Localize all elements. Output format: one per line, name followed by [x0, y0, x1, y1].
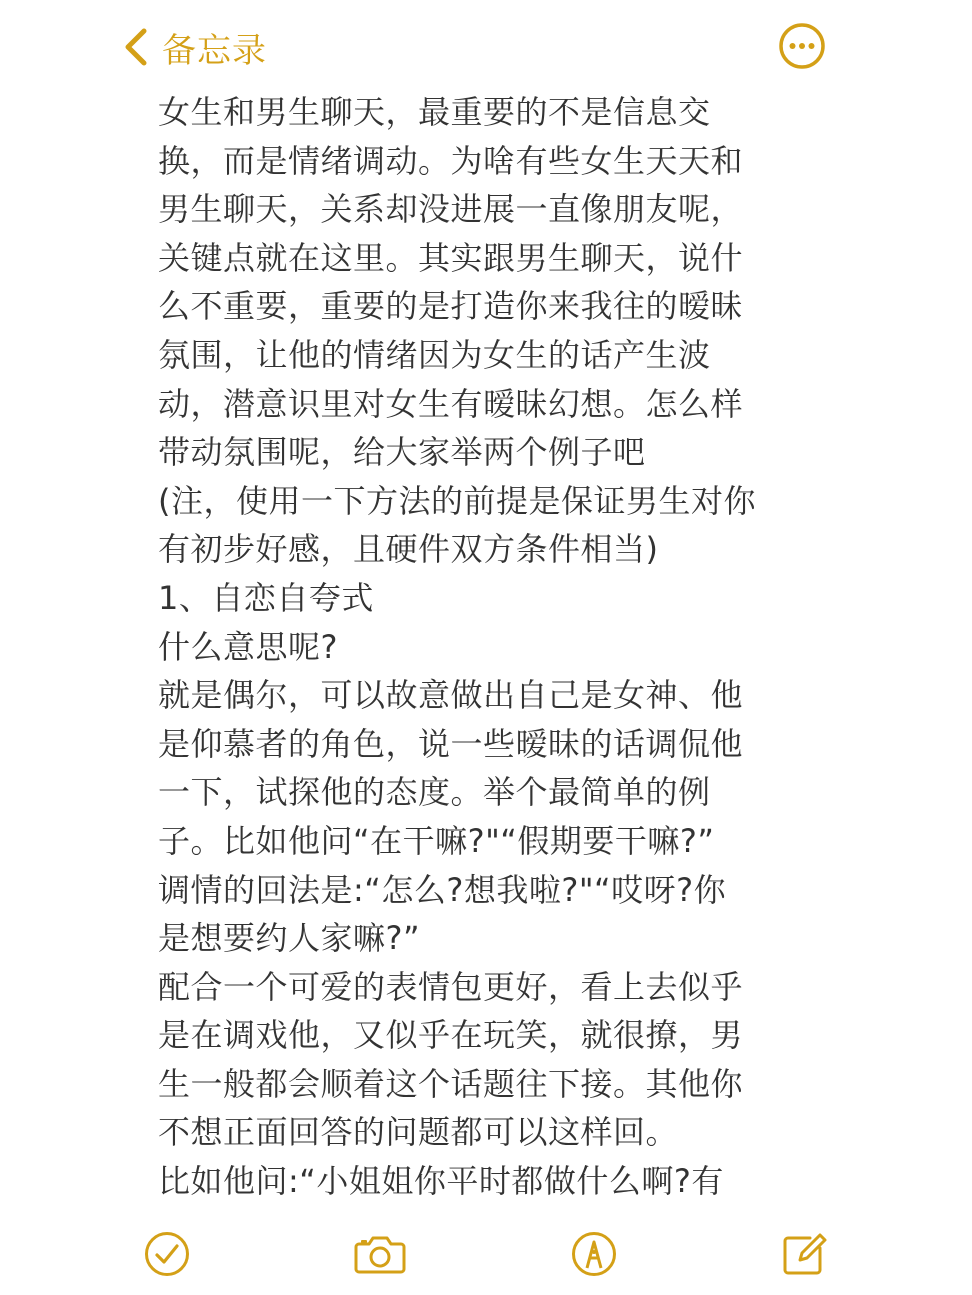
note-line: 1、自恋自夸式: [158, 578, 374, 617]
markup-pen-icon: [570, 1230, 618, 1278]
note-line: 生一般都会顺着这个话题往下接。其他你: [158, 1064, 744, 1103]
markup-button[interactable]: [570, 1230, 618, 1278]
ellipsis-circle-icon: [778, 22, 826, 70]
note-line: 比如他问:“小姐姐你平时都做什么啊?有: [158, 1162, 724, 1201]
note-line: 是仰慕者的角色，说一些暧昧的话调侃他: [158, 724, 744, 763]
note-line: 什么意思呢?: [158, 627, 338, 666]
compose-icon: [780, 1230, 828, 1278]
chevron-left-icon: [120, 25, 150, 69]
note-line: 氛围，让他的情绪因为女生的话产生波: [158, 335, 711, 374]
note-line: 一下，试探他的态度。举个最简单的例: [158, 773, 711, 812]
more-options-button[interactable]: [778, 22, 826, 70]
note-line: 调情的回法是:“怎么?想我啦?"“哎呀?你: [158, 870, 727, 909]
navigation-bar: [0, 0, 972, 95]
note-line: 关键点就在这里。其实跟男生聊天，说什: [158, 238, 744, 277]
note-line: 子。比如他问“在干嘛?"“假期要干嘛?”: [158, 821, 715, 860]
note-line: 是想要约人家嘛?”: [158, 919, 421, 958]
back-label: 备忘录: [162, 30, 267, 71]
camera-button[interactable]: [353, 1230, 407, 1278]
note-line: 动，潜意识里对女生有暧昧幻想。怎么样: [158, 384, 744, 423]
compose-button[interactable]: [780, 1230, 828, 1278]
checkmark-circle-icon: [143, 1230, 191, 1278]
checklist-button[interactable]: [143, 1230, 191, 1278]
note-line: (注，使用一下方法的前提是保证男生对你: [158, 481, 756, 520]
note-line: 就是偶尔，可以故意做出自己是女神、他: [158, 676, 744, 715]
note-line: 不想正面回答的问题都可以这样回。: [158, 1113, 679, 1152]
note-line: 配合一个可爱的表情包更好，看上去似乎: [158, 967, 744, 1006]
note-line: 带动氛围呢，给大家举两个例子吧: [158, 433, 646, 472]
camera-icon: [353, 1230, 407, 1278]
note-line: 男生聊天，关系却没进展一直像朋友呢，: [158, 190, 744, 229]
back-button[interactable]: [120, 22, 267, 72]
note-line: 有初步好感，且硬件双方条件相当): [158, 530, 659, 569]
note-line: 女生和男生聊天，最重要的不是信息交: [158, 93, 711, 131]
note-line: 是在调戏他，又似乎在玩笑，就很撩，男: [158, 1016, 744, 1055]
note-line: 么不重要，重要的是打造你来我往的暧昧: [158, 287, 744, 326]
bottom-toolbar: [0, 1212, 972, 1295]
note-line: 换，而是情绪调动。为啥有些女生天天和: [158, 141, 744, 180]
note-text-area[interactable]: [158, 88, 818, 1206]
